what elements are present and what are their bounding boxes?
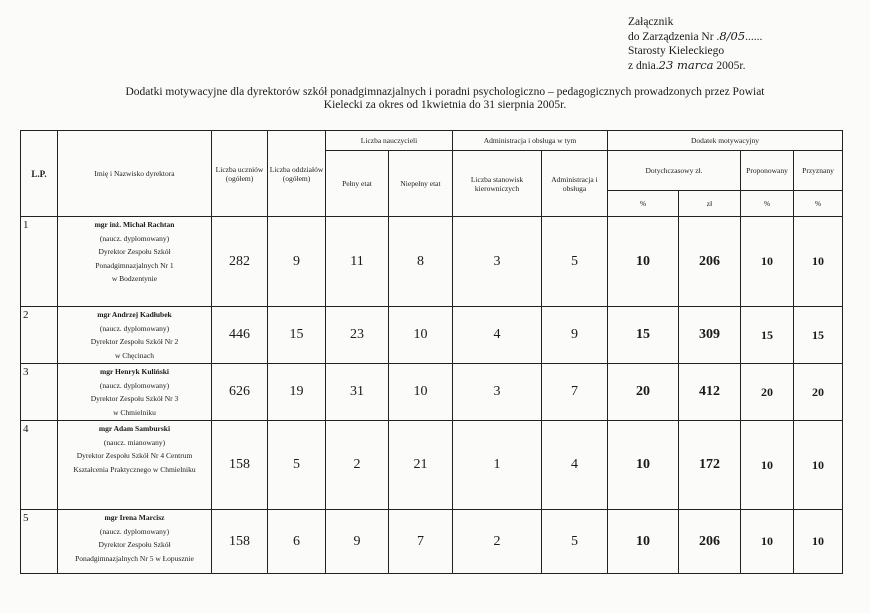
col-adminstaff: Administracja i obsługa: [542, 151, 608, 217]
col-prev-zl: zł: [679, 191, 741, 217]
prev-zl: 309: [679, 307, 741, 364]
date-line: z dnia.23 marca 2005r.: [628, 58, 746, 72]
granted-pct: 20: [794, 364, 843, 421]
col-teachers: Liczba nauczycieli: [326, 131, 453, 151]
document-title: [60, 86, 830, 112]
row-lp: 1: [21, 217, 58, 307]
adminstaff-count: 7: [542, 364, 608, 421]
allowance-table: [20, 130, 843, 574]
col-proposed: Proponowany: [741, 151, 794, 191]
row-lp: 5: [21, 510, 58, 574]
managers-count: 3: [453, 217, 542, 307]
prev-pct: 10: [608, 421, 679, 510]
issuer-line: Starosty Kieleckiego: [628, 45, 725, 57]
classes-count: 19: [268, 364, 326, 421]
col-name: Imię i Nazwisko dyrektora: [58, 131, 212, 217]
managers-count: 1: [453, 421, 542, 510]
prev-pct: 10: [608, 510, 679, 574]
granted-pct: 10: [794, 217, 843, 307]
director-name: mgr Adam Samburski: [98, 424, 171, 433]
annex-label: Załącznik: [628, 16, 674, 28]
table-row: [21, 364, 843, 421]
prev-pct: 15: [608, 307, 679, 364]
fulltime-count: 2: [326, 421, 389, 510]
col-previous: Dotychczasowy zł.: [608, 151, 741, 191]
row-lp: 3: [21, 364, 58, 421]
director-name: mgr Andrzej Kadłubek: [97, 310, 172, 319]
prev-pct: 20: [608, 364, 679, 421]
handwritten-order-number: 8/05: [719, 29, 746, 43]
fulltime-count: 31: [326, 364, 389, 421]
col-admin: Administracja i obsługa w tym: [453, 131, 608, 151]
classes-count: 6: [268, 510, 326, 574]
proposed-pct: 20: [741, 364, 794, 421]
prev-pct: 10: [608, 217, 679, 307]
proposed-pct: 10: [741, 510, 794, 574]
table-row: [21, 217, 843, 307]
row-lp: 4: [21, 421, 58, 510]
col-proposed-pct: %: [741, 191, 794, 217]
granted-pct: 10: [794, 421, 843, 510]
classes-count: 5: [268, 421, 326, 510]
managers-count: 3: [453, 364, 542, 421]
col-lp: L.P.: [21, 131, 58, 217]
col-allowance: Dodatek motywacyjny: [608, 131, 843, 151]
prev-zl: 206: [679, 217, 741, 307]
director-name: mgr Henryk Kuliński: [99, 367, 170, 376]
col-students: Liczba uczniów (ogółem): [212, 131, 268, 217]
proposed-pct: 10: [741, 421, 794, 510]
parttime-count: 8: [389, 217, 453, 307]
students-count: 282: [212, 217, 268, 307]
parttime-count: 10: [389, 364, 453, 421]
parttime-count: 7: [389, 510, 453, 574]
director-cell: mgr Henryk Kuliński (naucz. dyplomowany) Dyrektor Zespołu Szkół Nr 3 w Chmielniku: [58, 364, 212, 421]
table-row: [21, 510, 843, 574]
director-name: mgr inż. Michał Rachtan: [94, 220, 175, 229]
students-count: 158: [212, 510, 268, 574]
parttime-count: 21: [389, 421, 453, 510]
proposed-pct: 15: [741, 307, 794, 364]
fulltime-count: 9: [326, 510, 389, 574]
col-parttime: Niepełny etat: [389, 151, 453, 217]
granted-pct: 15: [794, 307, 843, 364]
managers-count: 4: [453, 307, 542, 364]
managers-count: 2: [453, 510, 542, 574]
col-prev-pct: %: [608, 191, 679, 217]
order-number-line: do Zarządzenia Nr .8/05......: [628, 29, 763, 43]
classes-count: 9: [268, 217, 326, 307]
handwritten-date: 23 marca: [658, 58, 714, 72]
fulltime-count: 11: [326, 217, 389, 307]
director-name: mgr Irena Marcisz: [104, 513, 165, 522]
students-count: 626: [212, 364, 268, 421]
director-cell: mgr inż. Michał Rachtan (naucz. dyplomowany) Dyrektor Zespołu Szkół Ponadgimnazjalnych Nr 1 w Bodzentynie: [58, 217, 212, 307]
table-row: [21, 307, 843, 364]
col-granted-pct: %: [794, 191, 843, 217]
adminstaff-count: 9: [542, 307, 608, 364]
prev-zl: 206: [679, 510, 741, 574]
adminstaff-count: 4: [542, 421, 608, 510]
students-count: 158: [212, 421, 268, 510]
annex-header: [628, 15, 762, 73]
col-classes: Liczba oddziałów (ogółem): [268, 131, 326, 217]
director-cell: mgr Irena Marcisz (naucz. dyplomowany) Dyrektor Zespołu Szkół Ponadgimnazjalnych Nr 5 w Łopusznie: [58, 510, 212, 574]
adminstaff-count: 5: [542, 217, 608, 307]
title-line-1: Dodatki motywacyjne dla dyrektorów szkół ponadgimnazjalnych i poradni psychologiczno – pedagogicznych prowadzonych przez Powiat: [125, 86, 765, 98]
granted-pct: 10: [794, 510, 843, 574]
director-cell: mgr Adam Samburski (naucz. mianowany) Dyrektor Zespołu Szkół Nr 4 Centrum Kształcenia Praktycznego w Chmielniku: [58, 421, 212, 510]
parttime-count: 10: [389, 307, 453, 364]
title-line-2: Kielecki za okres od 1kwietnia do 31 sierpnia 2005r.: [323, 99, 567, 111]
col-managers: Liczba stanowisk kierowniczych: [453, 151, 542, 217]
students-count: 446: [212, 307, 268, 364]
col-fulltime: Pełny etat: [326, 151, 389, 217]
table-row: [21, 421, 843, 510]
director-cell: mgr Andrzej Kadłubek (naucz. dyplomowany) Dyrektor Zespołu Szkół Nr 2 w Chęcinach: [58, 307, 212, 364]
prev-zl: 172: [679, 421, 741, 510]
fulltime-count: 23: [326, 307, 389, 364]
proposed-pct: 10: [741, 217, 794, 307]
adminstaff-count: 5: [542, 510, 608, 574]
prev-zl: 412: [679, 364, 741, 421]
classes-count: 15: [268, 307, 326, 364]
col-granted: Przyznany: [794, 151, 843, 191]
row-lp: 2: [21, 307, 58, 364]
